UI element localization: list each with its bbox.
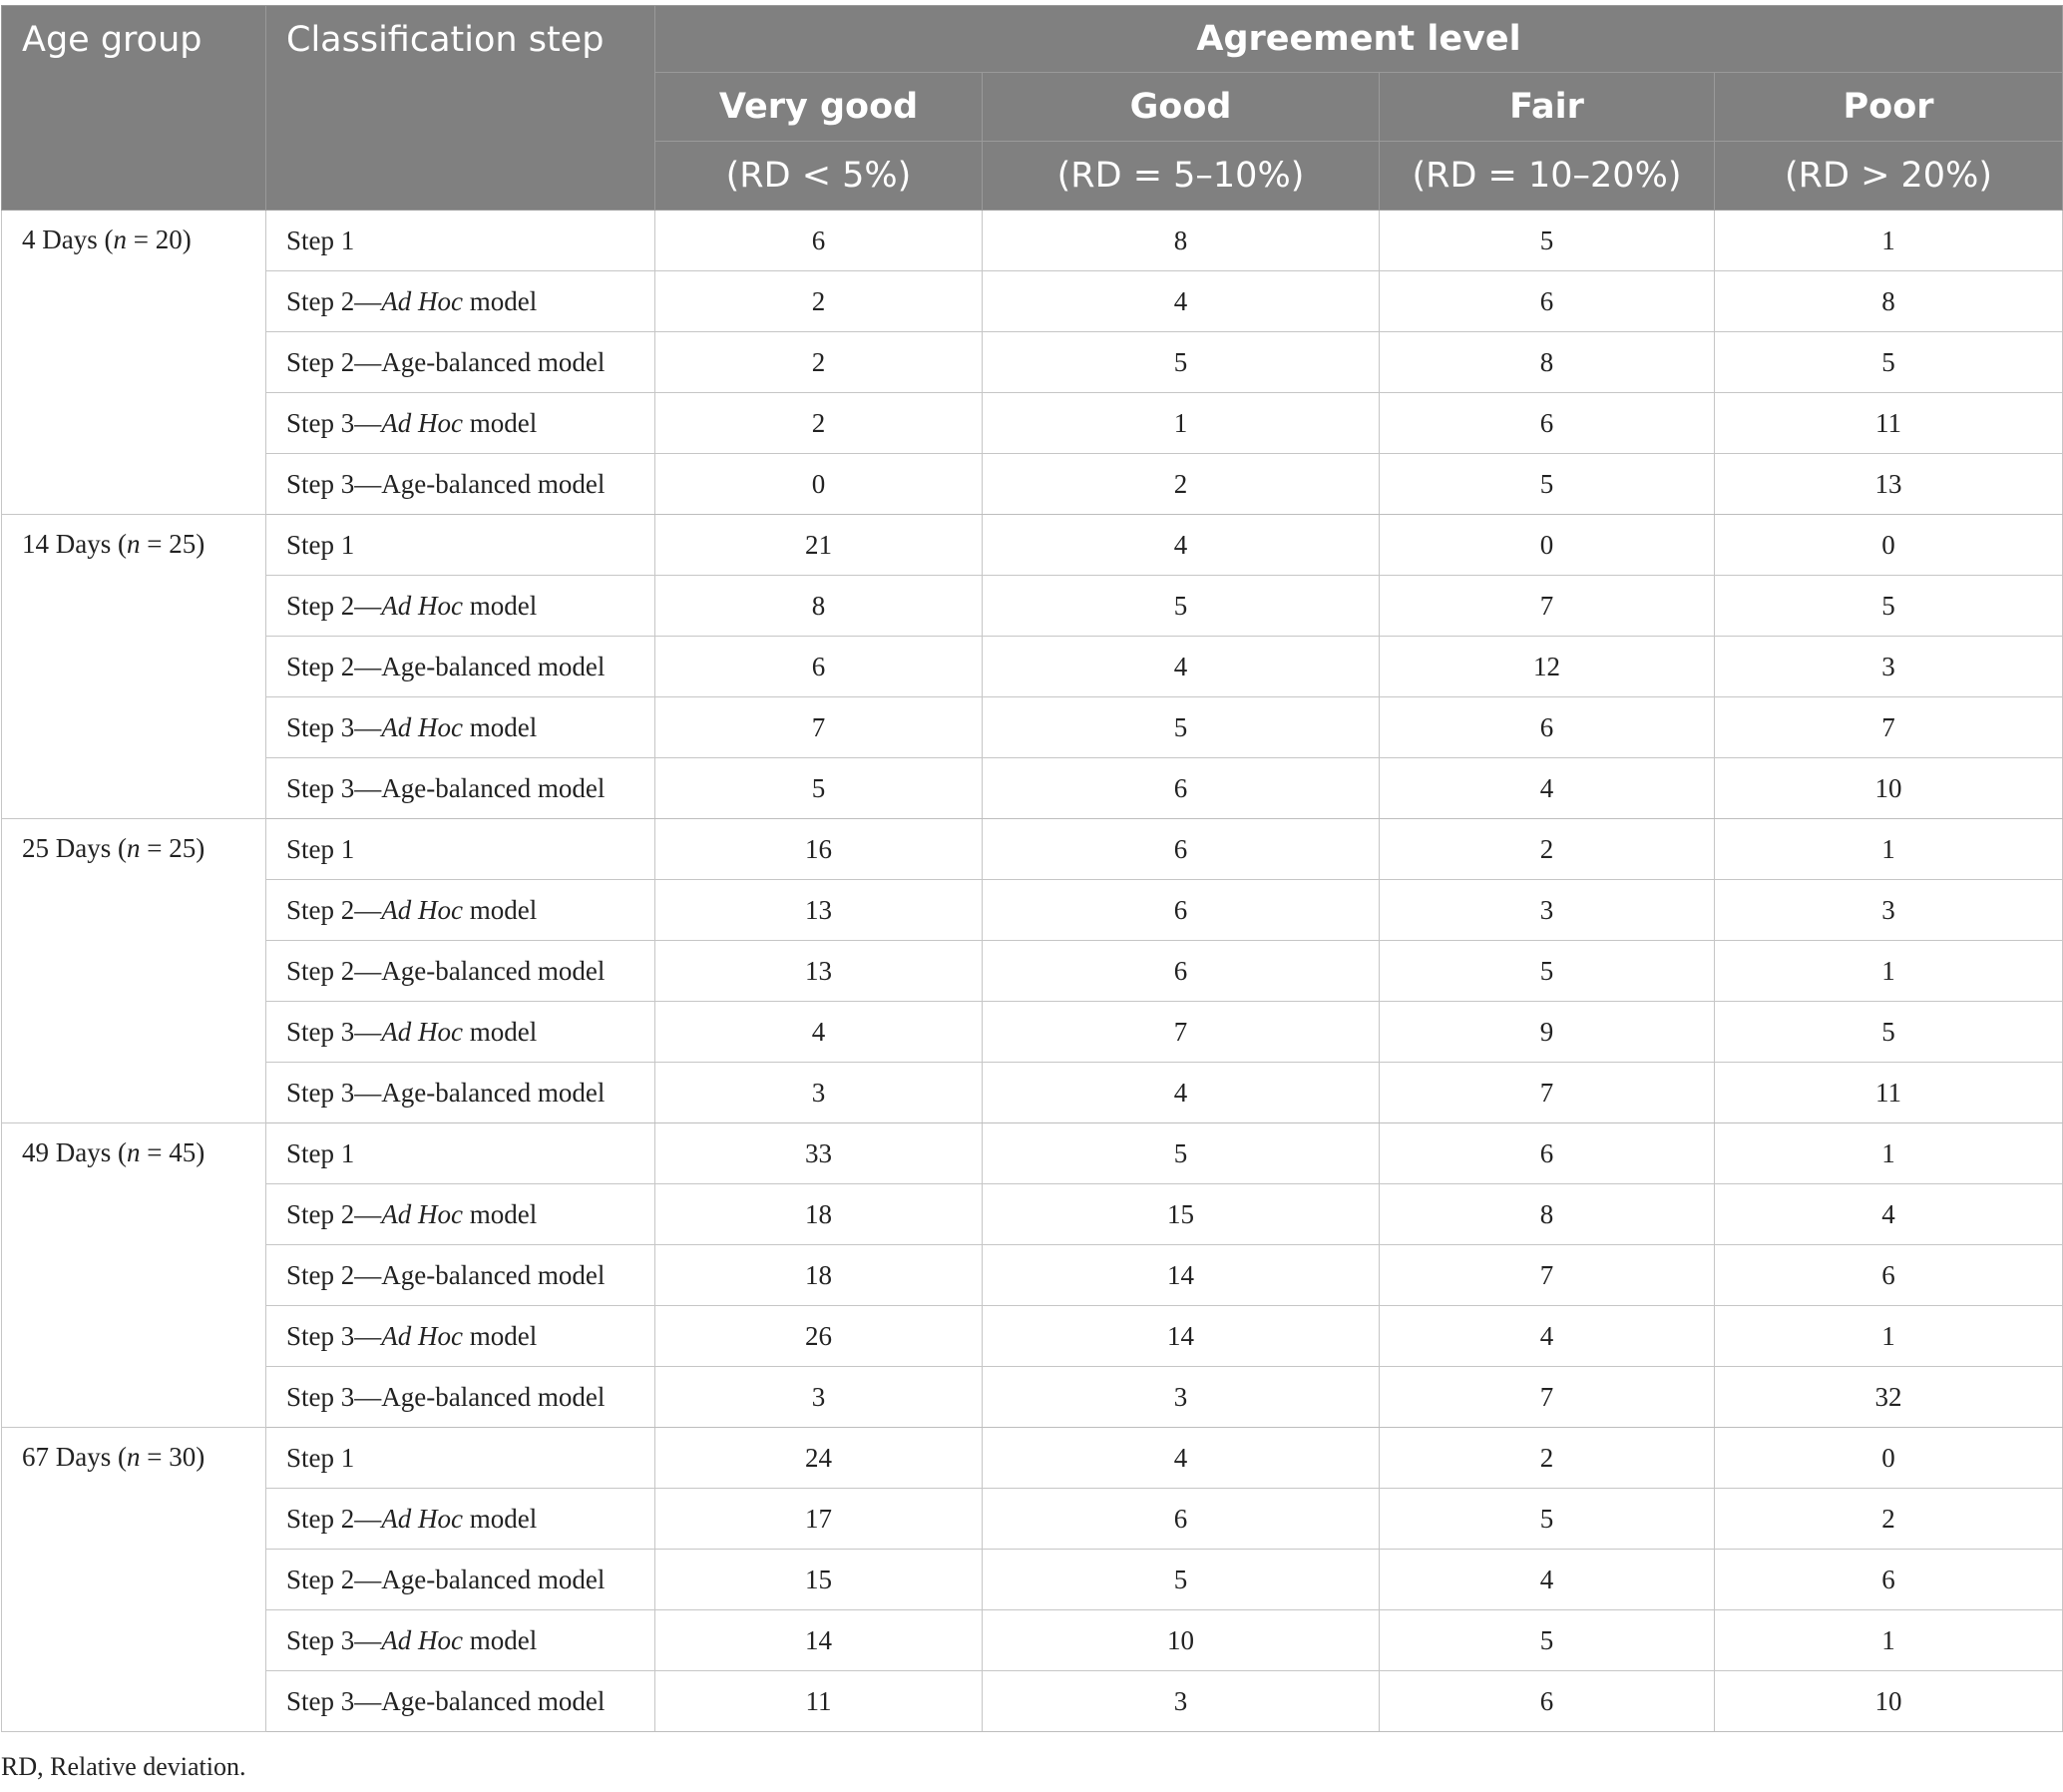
count-poor: 10 bbox=[1715, 1671, 2063, 1732]
count-good: 5 bbox=[983, 332, 1380, 393]
table-row bbox=[2, 1184, 2063, 1245]
table-row bbox=[2, 1610, 2063, 1671]
count-poor: 32 bbox=[1715, 1367, 2063, 1428]
count-good: 4 bbox=[983, 1063, 1380, 1123]
step-label: Step 1 bbox=[286, 1442, 355, 1473]
count-fair: 2 bbox=[1380, 819, 1715, 880]
count-good: 6 bbox=[983, 819, 1380, 880]
count-good: 6 bbox=[983, 1489, 1380, 1550]
count-very-good: 2 bbox=[655, 393, 983, 454]
step-model-suffix: model bbox=[463, 407, 538, 438]
count-very-good: 5 bbox=[655, 758, 983, 819]
table-row bbox=[2, 1489, 2063, 1550]
count-very-good: 18 bbox=[655, 1184, 983, 1245]
classification-step-cell bbox=[266, 1550, 655, 1610]
table-row bbox=[2, 1245, 2063, 1306]
count-fair: 9 bbox=[1380, 1002, 1715, 1063]
classification-step-cell bbox=[266, 1610, 655, 1671]
count-good: 4 bbox=[983, 271, 1380, 332]
count-good: 3 bbox=[983, 1671, 1380, 1732]
step-label: Step 2—Age-balanced model bbox=[286, 346, 606, 377]
count-good: 7 bbox=[983, 1002, 1380, 1063]
table-row bbox=[2, 271, 2063, 332]
classification-step-cell bbox=[266, 1184, 655, 1245]
step-label: Step 3—Age-balanced model bbox=[286, 1077, 606, 1108]
count-good: 15 bbox=[983, 1184, 1380, 1245]
table-row bbox=[2, 1428, 2063, 1489]
count-fair: 6 bbox=[1380, 393, 1715, 454]
agreement-level-header: Agreement level bbox=[655, 6, 2063, 73]
step-model-italic: Ad Hoc bbox=[381, 590, 463, 621]
step-label: Step 1 bbox=[286, 529, 355, 560]
table-row bbox=[2, 393, 2063, 454]
count-good: 2 bbox=[983, 454, 1380, 515]
count-poor: 11 bbox=[1715, 393, 2063, 454]
classification-step-cell bbox=[266, 332, 655, 393]
classification-step-cell bbox=[266, 1367, 655, 1428]
count-poor: 6 bbox=[1715, 1550, 2063, 1610]
classification-step-cell bbox=[266, 1306, 655, 1367]
classification-step-cell bbox=[266, 758, 655, 819]
count-fair: 5 bbox=[1380, 1610, 1715, 1671]
count-fair: 4 bbox=[1380, 758, 1715, 819]
count-very-good: 26 bbox=[655, 1306, 983, 1367]
count-poor: 3 bbox=[1715, 880, 2063, 941]
step-model-suffix: model bbox=[463, 711, 538, 742]
table-row bbox=[2, 576, 2063, 637]
age-group-label: 25 Days ( bbox=[22, 833, 127, 863]
step-model-italic: Ad Hoc bbox=[381, 407, 463, 438]
table-row bbox=[2, 1550, 2063, 1610]
step-model-italic: Ad Hoc bbox=[381, 894, 463, 925]
level-range-fair: (RD = 10–20%) bbox=[1380, 142, 1715, 211]
count-fair: 3 bbox=[1380, 880, 1715, 941]
count-fair: 12 bbox=[1380, 637, 1715, 697]
step-label: Step 3— bbox=[286, 1624, 382, 1655]
step-label: Step 2— bbox=[286, 894, 382, 925]
table-row bbox=[2, 1063, 2063, 1123]
count-very-good: 6 bbox=[655, 211, 983, 271]
sample-size-symbol: n bbox=[126, 1442, 141, 1472]
table-row bbox=[2, 1671, 2063, 1732]
count-very-good: 13 bbox=[655, 880, 983, 941]
count-good: 5 bbox=[983, 576, 1380, 637]
age-group-label: 49 Days ( bbox=[22, 1137, 127, 1167]
count-very-good: 24 bbox=[655, 1428, 983, 1489]
classification-step-cell bbox=[266, 515, 655, 576]
count-poor: 1 bbox=[1715, 1123, 2063, 1184]
count-poor: 1 bbox=[1715, 211, 2063, 271]
step-label: Step 2—Age-balanced model bbox=[286, 1564, 606, 1594]
count-good: 6 bbox=[983, 758, 1380, 819]
count-fair: 6 bbox=[1380, 1671, 1715, 1732]
step-model-italic: Ad Hoc bbox=[381, 1198, 463, 1229]
classification-step-cell bbox=[266, 393, 655, 454]
table-row bbox=[2, 1002, 2063, 1063]
table-header bbox=[2, 6, 2063, 211]
age-group-cell bbox=[2, 819, 266, 1123]
level-range-poor: (RD > 20%) bbox=[1715, 142, 2063, 211]
count-poor: 1 bbox=[1715, 819, 2063, 880]
step-label: Step 2—Age-balanced model bbox=[286, 651, 606, 681]
count-poor: 1 bbox=[1715, 941, 2063, 1002]
count-very-good: 13 bbox=[655, 941, 983, 1002]
count-poor: 0 bbox=[1715, 515, 2063, 576]
count-poor: 10 bbox=[1715, 758, 2063, 819]
count-very-good: 16 bbox=[655, 819, 983, 880]
count-very-good: 33 bbox=[655, 1123, 983, 1184]
table-row bbox=[2, 758, 2063, 819]
count-very-good: 8 bbox=[655, 576, 983, 637]
sample-size-value: = 20) bbox=[126, 224, 192, 254]
step-label: Step 2—Age-balanced model bbox=[286, 955, 606, 986]
count-good: 6 bbox=[983, 941, 1380, 1002]
classification-step-cell bbox=[266, 637, 655, 697]
count-fair: 6 bbox=[1380, 271, 1715, 332]
count-fair: 7 bbox=[1380, 1245, 1715, 1306]
count-good: 3 bbox=[983, 1367, 1380, 1428]
step-model-suffix: model bbox=[463, 1016, 538, 1047]
count-poor: 7 bbox=[1715, 697, 2063, 758]
step-label: Step 3—Age-balanced model bbox=[286, 468, 606, 499]
step-label: Step 2— bbox=[286, 590, 382, 621]
count-fair: 5 bbox=[1380, 211, 1715, 271]
age-group-label: 4 Days ( bbox=[22, 224, 114, 254]
count-poor: 6 bbox=[1715, 1245, 2063, 1306]
count-good: 5 bbox=[983, 697, 1380, 758]
classification-step-cell bbox=[266, 1123, 655, 1184]
step-label: Step 2— bbox=[286, 1198, 382, 1229]
count-good: 8 bbox=[983, 211, 1380, 271]
count-poor: 4 bbox=[1715, 1184, 2063, 1245]
count-fair: 7 bbox=[1380, 576, 1715, 637]
sample-size-value: = 25) bbox=[140, 833, 206, 863]
count-poor: 8 bbox=[1715, 271, 2063, 332]
sample-size-value: = 45) bbox=[140, 1137, 206, 1167]
level-range-good: (RD = 5–10%) bbox=[983, 142, 1380, 211]
count-poor: 5 bbox=[1715, 1002, 2063, 1063]
agreement-table bbox=[1, 5, 2063, 1732]
step-label: Step 3— bbox=[286, 711, 382, 742]
count-fair: 8 bbox=[1380, 1184, 1715, 1245]
step-label: Step 2—Age-balanced model bbox=[286, 1259, 606, 1290]
count-poor: 1 bbox=[1715, 1306, 2063, 1367]
classification-step-cell bbox=[266, 454, 655, 515]
count-good: 1 bbox=[983, 393, 1380, 454]
age-group-cell bbox=[2, 1428, 266, 1732]
classification-step-cell bbox=[266, 1063, 655, 1123]
table-row bbox=[2, 637, 2063, 697]
count-fair: 6 bbox=[1380, 697, 1715, 758]
sample-size-symbol: n bbox=[113, 224, 127, 254]
count-very-good: 3 bbox=[655, 1367, 983, 1428]
table-footnote: RD, Relative deviation. bbox=[1, 1752, 246, 1781]
step-model-suffix: model bbox=[463, 1320, 538, 1351]
count-very-good: 6 bbox=[655, 637, 983, 697]
count-poor: 3 bbox=[1715, 637, 2063, 697]
step-model-italic: Ad Hoc bbox=[381, 285, 463, 316]
classification-step-cell bbox=[266, 1671, 655, 1732]
classification-step-cell bbox=[266, 1428, 655, 1489]
level-label-good: Good bbox=[983, 73, 1380, 142]
count-fair: 7 bbox=[1380, 1063, 1715, 1123]
classification-step-cell bbox=[266, 271, 655, 332]
step-label: Step 3— bbox=[286, 1320, 382, 1351]
step-label: Step 1 bbox=[286, 1137, 355, 1168]
age-group-cell bbox=[2, 211, 266, 515]
step-model-italic: Ad Hoc bbox=[381, 1320, 463, 1351]
level-label-very-good: Very good bbox=[655, 73, 983, 142]
level-label-poor: Poor bbox=[1715, 73, 2063, 142]
count-good: 14 bbox=[983, 1306, 1380, 1367]
table-row bbox=[2, 515, 2063, 576]
count-good: 4 bbox=[983, 637, 1380, 697]
count-very-good: 4 bbox=[655, 1002, 983, 1063]
count-good: 4 bbox=[983, 1428, 1380, 1489]
step-model-suffix: model bbox=[463, 894, 538, 925]
count-poor: 11 bbox=[1715, 1063, 2063, 1123]
classification-step-cell bbox=[266, 880, 655, 941]
classification-step-cell bbox=[266, 1002, 655, 1063]
count-poor: 13 bbox=[1715, 454, 2063, 515]
table-row bbox=[2, 1123, 2063, 1184]
level-range-very-good: (RD < 5%) bbox=[655, 142, 983, 211]
count-good: 6 bbox=[983, 880, 1380, 941]
classification-step-cell bbox=[266, 1245, 655, 1306]
count-very-good: 11 bbox=[655, 1671, 983, 1732]
classification-step-cell bbox=[266, 941, 655, 1002]
step-model-italic: Ad Hoc bbox=[381, 1624, 463, 1655]
age-group-label: 14 Days ( bbox=[22, 529, 127, 559]
step-model-italic: Ad Hoc bbox=[381, 1503, 463, 1534]
step-model-suffix: model bbox=[463, 1198, 538, 1229]
table-row bbox=[2, 454, 2063, 515]
count-poor: 0 bbox=[1715, 1428, 2063, 1489]
count-very-good: 14 bbox=[655, 1610, 983, 1671]
sample-size-symbol: n bbox=[126, 833, 141, 863]
table-row bbox=[2, 880, 2063, 941]
step-label: Step 3—Age-balanced model bbox=[286, 1381, 606, 1412]
age-group-cell bbox=[2, 515, 266, 819]
count-good: 10 bbox=[983, 1610, 1380, 1671]
count-fair: 5 bbox=[1380, 1489, 1715, 1550]
table-row bbox=[2, 211, 2063, 271]
age-group-header: Age group bbox=[2, 6, 266, 211]
age-group-label: 67 Days ( bbox=[22, 1442, 127, 1472]
classification-step-cell bbox=[266, 576, 655, 637]
count-good: 14 bbox=[983, 1245, 1380, 1306]
classification-step-cell bbox=[266, 211, 655, 271]
sample-size-value: = 30) bbox=[140, 1442, 206, 1472]
step-label: Step 3—Age-balanced model bbox=[286, 772, 606, 803]
sample-size-symbol: n bbox=[126, 529, 141, 559]
count-poor: 5 bbox=[1715, 576, 2063, 637]
step-label: Step 3— bbox=[286, 407, 382, 438]
count-very-good: 18 bbox=[655, 1245, 983, 1306]
step-label: Step 2— bbox=[286, 285, 382, 316]
step-label: Step 2— bbox=[286, 1503, 382, 1534]
count-very-good: 2 bbox=[655, 332, 983, 393]
count-very-good: 7 bbox=[655, 697, 983, 758]
level-label-fair: Fair bbox=[1380, 73, 1715, 142]
classification-step-cell bbox=[266, 697, 655, 758]
step-model-suffix: model bbox=[463, 1624, 538, 1655]
count-good: 4 bbox=[983, 515, 1380, 576]
count-fair: 4 bbox=[1380, 1550, 1715, 1610]
count-poor: 2 bbox=[1715, 1489, 2063, 1550]
count-fair: 6 bbox=[1380, 1123, 1715, 1184]
table-row bbox=[2, 697, 2063, 758]
step-label: Step 3— bbox=[286, 1016, 382, 1047]
count-fair: 0 bbox=[1380, 515, 1715, 576]
count-fair: 5 bbox=[1380, 941, 1715, 1002]
count-very-good: 21 bbox=[655, 515, 983, 576]
count-fair: 2 bbox=[1380, 1428, 1715, 1489]
count-very-good: 3 bbox=[655, 1063, 983, 1123]
classification-step-cell bbox=[266, 819, 655, 880]
count-fair: 5 bbox=[1380, 454, 1715, 515]
sample-size-symbol: n bbox=[126, 1137, 141, 1167]
step-label: Step 3—Age-balanced model bbox=[286, 1685, 606, 1716]
table-row bbox=[2, 941, 2063, 1002]
count-very-good: 0 bbox=[655, 454, 983, 515]
step-model-suffix: model bbox=[463, 285, 538, 316]
count-very-good: 15 bbox=[655, 1550, 983, 1610]
classification-step-header: Classification step bbox=[266, 6, 655, 211]
step-model-italic: Ad Hoc bbox=[381, 1016, 463, 1047]
count-very-good: 2 bbox=[655, 271, 983, 332]
step-model-italic: Ad Hoc bbox=[381, 711, 463, 742]
step-model-suffix: model bbox=[463, 590, 538, 621]
age-group-cell bbox=[2, 1123, 266, 1428]
step-model-suffix: model bbox=[463, 1503, 538, 1534]
count-very-good: 17 bbox=[655, 1489, 983, 1550]
step-label: Step 1 bbox=[286, 224, 355, 255]
table-row bbox=[2, 332, 2063, 393]
classification-step-cell bbox=[266, 1489, 655, 1550]
sample-size-value: = 25) bbox=[140, 529, 206, 559]
table-row bbox=[2, 819, 2063, 880]
count-fair: 7 bbox=[1380, 1367, 1715, 1428]
step-label: Step 1 bbox=[286, 833, 355, 864]
count-good: 5 bbox=[983, 1550, 1380, 1610]
table-body bbox=[2, 211, 2063, 1732]
count-poor: 5 bbox=[1715, 332, 2063, 393]
count-fair: 4 bbox=[1380, 1306, 1715, 1367]
count-fair: 8 bbox=[1380, 332, 1715, 393]
table-row bbox=[2, 1367, 2063, 1428]
table-row bbox=[2, 1306, 2063, 1367]
count-good: 5 bbox=[983, 1123, 1380, 1184]
count-poor: 1 bbox=[1715, 1610, 2063, 1671]
